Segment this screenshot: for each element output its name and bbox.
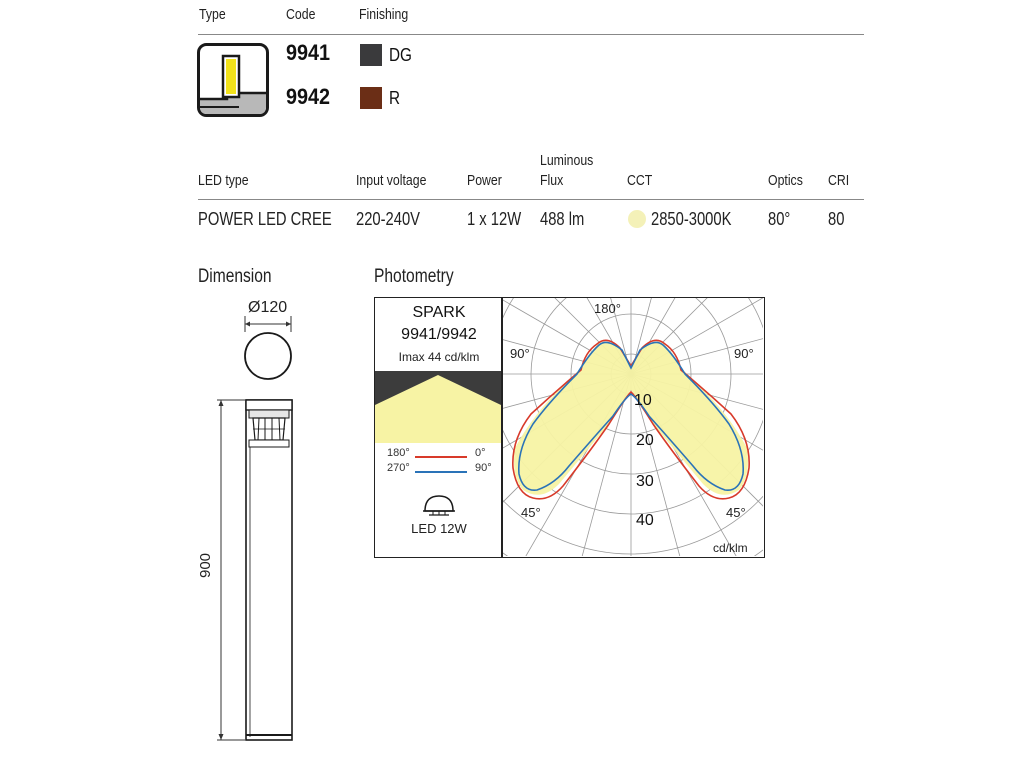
radial-label-40: 40 (636, 512, 654, 529)
finishing-header: Finishing (359, 6, 409, 23)
spec-table-rule (198, 199, 864, 200)
led-type-value: POWER LED CREE (198, 209, 332, 229)
code-header: Code (286, 6, 316, 23)
legend-plane-b-left: 270° (387, 462, 410, 474)
polar-chart (502, 297, 765, 558)
legend-plane-b-right: 90° (475, 462, 492, 474)
cri-value: 80 (828, 209, 845, 229)
angle-label-90-right: 90° (734, 346, 754, 361)
input-voltage-header: Input voltage (356, 172, 427, 189)
angle-label-90-left: 90° (510, 346, 530, 361)
bollard-type-icon (197, 43, 269, 117)
flux-header-line1: Luminous (540, 152, 594, 169)
photometry-title: Photometry (374, 266, 454, 287)
finish-swatch-r (360, 87, 382, 109)
legend-plane-a-line (415, 456, 467, 458)
type-header: Type (199, 6, 226, 23)
legend-plane-a-right: 0° (475, 447, 486, 459)
height-label: 900 (197, 552, 214, 578)
cct-color-dot-icon (628, 210, 646, 228)
product-codes: 9941/9942 (401, 326, 477, 343)
cri-header: CRI (828, 172, 850, 189)
radial-label-30: 30 (636, 473, 654, 490)
imax-label: Imax 44 cd/klm (398, 350, 480, 364)
angle-label-45-left: 45° (521, 505, 541, 520)
dimension-drawing (195, 292, 305, 748)
diameter-label: Ø120 (248, 299, 288, 316)
radial-label-20: 20 (636, 432, 654, 449)
input-voltage-value: 220-240V (356, 209, 421, 229)
angle-label-45-right: 45° (726, 505, 746, 520)
code-9941: 9941 (286, 40, 331, 65)
optics-header: Optics (768, 172, 803, 189)
optics-value: 80° (768, 209, 791, 229)
legend-plane-a-left: 180° (387, 447, 410, 459)
radial-label-10: 10 (634, 392, 652, 409)
legend-plane-b-line (415, 471, 467, 473)
finish-swatch-dg (360, 44, 382, 66)
power-header: Power (467, 172, 502, 189)
power-value: 1 x 12W (467, 209, 522, 229)
cct-value: 2850-3000K (651, 209, 732, 229)
led-type-header: LED type (198, 172, 249, 189)
photometry-legend-panel (374, 297, 502, 558)
dimension-title: Dimension (198, 266, 272, 287)
led-lamp-icon (419, 493, 459, 519)
finish-label-r: R (389, 88, 401, 108)
cct-header: CCT (627, 172, 653, 189)
lamp-label: LED 12W (411, 521, 467, 536)
finish-label-dg: DG (389, 45, 412, 65)
flux-value: 488 lm (540, 209, 585, 229)
flux-header-line2: Flux (540, 172, 564, 189)
beam-illustration (375, 371, 501, 443)
angle-label-180: 180° (594, 301, 621, 316)
unit-label: cd/klm (713, 541, 748, 555)
code-9942: 9942 (286, 84, 331, 109)
top-table-rule (198, 34, 864, 35)
product-name: SPARK (412, 304, 466, 321)
